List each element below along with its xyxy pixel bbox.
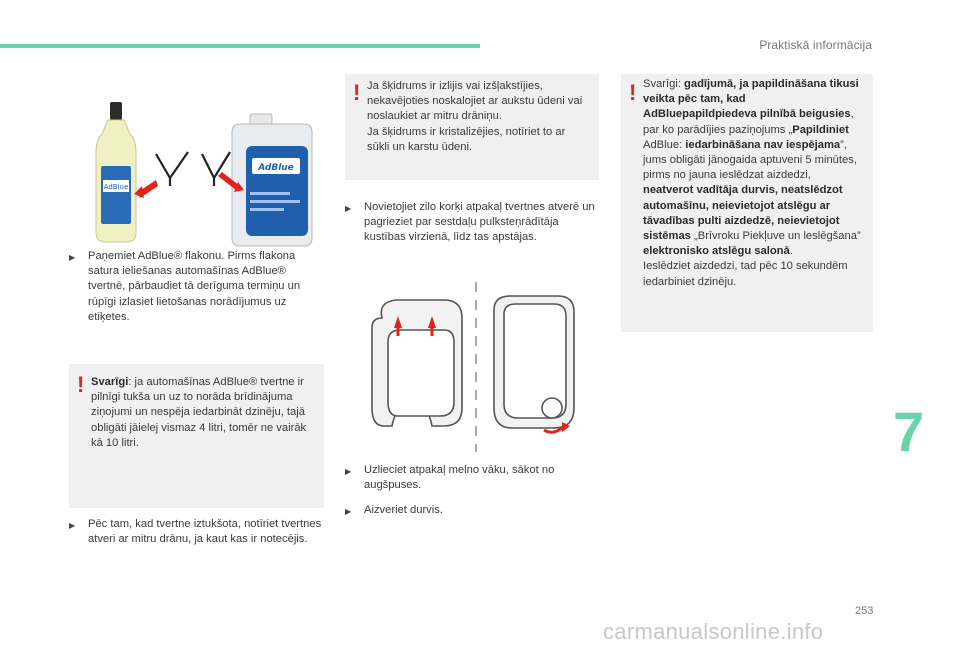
note-line-2: Ja šķidrums ir kristalizējies, notīriet to ar sūkli un karstu ūdeni.	[367, 125, 566, 153]
warning-icon: !	[353, 80, 361, 105]
note-body: : ja automašīnas AdBlue® tvertne ir pilnīgi tukša un uz to norāda brīdinājuma ziņojumi un nespēja iedarbināt dzinēju, tajā obligāti jāielej vismaz 4 litri, tomēr ne vairāk kā 10 litri.	[91, 376, 307, 449]
step-text: Aizveriet durvis.	[364, 504, 443, 516]
step-replace-black-cover	[345, 463, 599, 493]
bullet-icon: ▶	[345, 467, 352, 476]
cap-rotation-icon	[372, 296, 574, 428]
warning-icon: !	[629, 80, 637, 105]
important-note-restart	[621, 74, 873, 332]
page-number: 253	[855, 605, 874, 617]
section-title: Praktiskā informācija	[759, 38, 872, 52]
step-text: Novietojiet zilo korķi atpakaļ tvertnes atverē un pagrieziet par sestdaļu pulksteņrādītāja kustības virzienā, līdz tas apstājas.	[364, 201, 595, 244]
bullet-icon: ▶	[345, 204, 352, 213]
step-text: Paņemiet AdBlue® flakonu. Pirms flakona satura ieliešanas automašīnas AdBlue® tvertnē, pārbaudiet tā derīguma termiņu un rūpīgi izlasiet lietošanas norādījumus uz etiķetes.	[88, 250, 301, 323]
warning-icon: !	[77, 372, 85, 397]
arrow-icon	[134, 172, 244, 198]
canister-icon	[232, 114, 312, 246]
note-text: Svarīgi: gadījumā, ja papildināšana tikusi veikta pēc tam, kad AdBluepapildpiedeva pilnībā beigusies, par ko parādījies paziņojums „Papildiniet AdBlue: iedarbināšana nav iespējama”, jums obligāti jānogaida aptuveni 5 minūtes, pirms no jauna ieslēdzat aizdedzi, neatverot vadītāja durvis, neatslēdzot automašīnu, neievietojot atslēgu ar tāvadības pulti aizdedzē, neievietojot sistēmas „Brīvroku Piekļuve un leslēgšana” elektronisko atslēgu salonā. Ieslēdziet aizdedzi, tad pēc 10 sekundēm iedarbiniet dzinēju.	[643, 78, 861, 288]
note-text	[91, 375, 312, 451]
bullet-icon: ▶	[69, 521, 76, 530]
chapter-number: 7	[893, 400, 925, 463]
step-text: Pēc tam, kad tvertne iztukšota, notīriet tvertnes atveri ar mitru drānu, ja kaut kas ir notecējis.	[88, 518, 322, 546]
step-take-bottle	[69, 249, 324, 325]
watermark: carmanualsonline.info	[603, 619, 824, 644]
header-accent-bar	[0, 44, 480, 48]
spill-note	[345, 74, 599, 180]
bottle-icon	[96, 102, 136, 242]
nozzle-icon	[156, 152, 230, 186]
filler-cap-illustration	[358, 280, 588, 455]
important-note-empty-tank	[69, 364, 324, 508]
step-text: Uzlieciet atpakaļ melno vāku, sākot no augšpuses.	[364, 464, 555, 492]
adblue-refill-illustration	[90, 100, 315, 250]
bullet-icon: ▶	[69, 253, 76, 262]
step-close-door	[345, 503, 599, 518]
note-lead: Svarīgi	[91, 376, 129, 388]
note-line-1: Ja šķidrums ir izlijis vai izšļakstījies, nekavējoties noskalojiet ar aukstu ūdeni vai noslaukiet ar mitru drāniņu.	[367, 80, 583, 123]
canister-label: AdBlue	[258, 163, 294, 173]
bottle-label: AdBlue	[103, 183, 129, 191]
step-replace-blue-cap	[345, 200, 599, 246]
step-clean-opening	[69, 517, 324, 547]
bullet-icon: ▶	[345, 507, 352, 516]
